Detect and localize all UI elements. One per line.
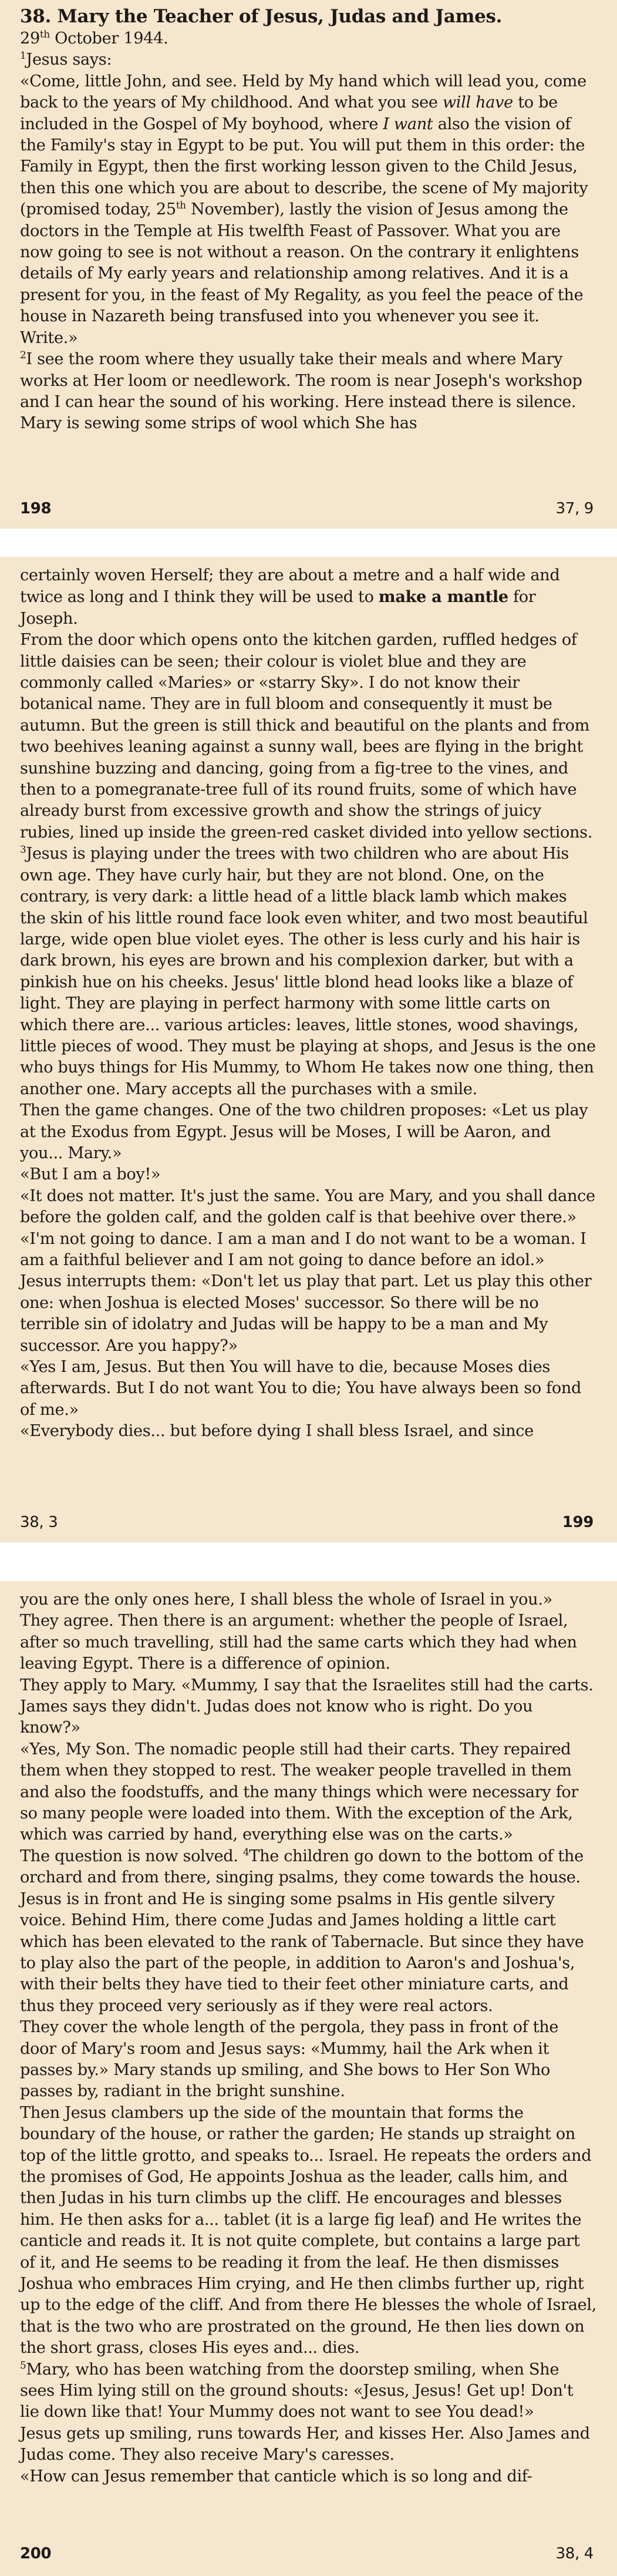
book-page-199 [0, 557, 617, 1542]
paragraph: «I'm not going to dance. I am a man and I do not want to be a woman. I am a faithful believer and I am not going to dance before an idol.» [20, 1229, 586, 1269]
paragraph: «It does not matter. It's just the same. You are Mary, and you shall dance before the golden calf, and the golden calf is that beehive over there.» [20, 1186, 595, 1227]
paragraph: Then the game changes. One of the two children proposes: «Let us play at the Exodus from Egypt. Jesus will be Moses, I will be Aaron, and you... Mary.» [20, 1101, 588, 1162]
book-page-200 [0, 1581, 617, 2576]
paragraph: From the door which opens onto the kitchen garden, ruffled hedges of little daisies can be seen; their colour is violet blue and they are commonly called «Maries» or «starry Sky». I do not know their botanical name. They are in full bloom and consequently it must be autumn. But the green is still thick and beautiful on the plants and from two beehives leaning against a sunny wall, bees are flying in the bright sunshine buzzing and dancing, going from a fig-tree to the vines, and then to a pomegranate-tree full of its round fruits, some of which have already burst from excessive growth and show the strings of juicy rubies, lined up inside the green-red casket divided into yellow sections. [20, 631, 593, 842]
section-ref: 37, 9 [555, 500, 594, 517]
section-ref: 38, 4 [555, 2545, 594, 2562]
paragraph: «But I am a boy!» [20, 1165, 161, 1184]
paragraph: you are the only ones here, I shall bless the whole of Israel in you.» [20, 1590, 552, 1609]
paragraph: Jesus gets up smiling, runs towards Her, and kisses Her. Also James and Judas come. They also receive Mary's caresses. [20, 2424, 590, 2464]
paragraph: The question is now solved. $^4$The children go down to the bottom of the orchard and from there, singing psalms, they come towards the house. Jesus is in front and He is singing some psalms in His gentle silvery voice. Behind Him, there come Judas and James holding a little cart which has been elevated to the rank of Tabernacle. But since they have to play also the part of the people, in addition to Aaron's and Joshua's, with their belts they have tied to their feet other miniature carts, and thus they proceed very seriously as if they were real actors. [20, 1845, 584, 2015]
page-number: 198 [20, 500, 52, 517]
page-footer [20, 2543, 594, 2564]
chapter-title: 38. Mary the Teacher of Jesus, Judas and James. [20, 6, 503, 27]
paragraph: «Yes I am, Jesus. But then You will have to die, because Moses dies afterwards. But I do not want You to die; You have always been so fond of me.» [20, 1358, 582, 1419]
page-footer [20, 498, 594, 519]
paragraph: They agree. Then there is an argument: whether the people of Israel, after so much travelling, still had the same carts which they had when leaving Egypt. There is a difference of opinion. [20, 1612, 577, 1673]
paragraph: They apply to Mary. «Mummy, I say that the Israelites still had the carts. James says they didn't. Judas does not know who is right. Do you know?» [20, 1676, 594, 1737]
page-footer [20, 1512, 594, 1533]
paragraph: $^3$Jesus is playing under the trees with two children who are about His own age. They have curly hair, but they are not blond. One, on the contrary, is very dark: a little head of a little black lamb which makes the skin of his little round face look even whiter, and two most beautiful large, wide open blue violet eyes. The other is less curly and his hair is dark brown, his eyes are brown and his complexion darker, but with a pinkish hue on his cheeks. Jesus' little blond head looks like a blaze of light. They are playing in perfect harmony with some little carts on which there are... various articles: leaves, little stones, wood shavings, little pieces of wood. They must be playing at shops, and Jesus is the one who buys things for His Mummy, to Whom He takes now one thing, then another one. Mary accepts all the purchases with a smile. [20, 843, 596, 1098]
paragraph: Then Jesus clambers up the side of the mountain that forms the boundary of the house, or rather the garden; He stands up straight on top of the little grotto, and speaks to... Israel. He repeats the orders and the promises of God, He appoints Joshua as the leader, calls him, and then Judas in his turn climbs up the cliff. He encourages and blesses him. He then asks for a... tablet (it is a large fig leaf) and He writes the canticle and reads it. It is not quite complete, but contains a large part of it, and He seems to be reading it from the leaf. He then dismisses Joshua who embraces Him crying, and He then climbs further up, right up to the edge of the cliff. And from there He blesses the whole of Israel, that is the two who are prostrated on the ground, He then lies down on the short grass, closes His eyes and... dies. [20, 2103, 596, 2358]
paragraph: $^1$Jesus says: [20, 49, 112, 69]
page-number: 199 [562, 1514, 594, 1531]
paragraph: «Yes, My Son. The nomadic people still had their carts. They repaired them when they stopped to rest. The weaker people travelled in them and also the foodstuffs, and the many things which were necessary for so many people were loaded into them. With the exception of the Ark, which was carried by hand, everything else was on the carts.» [20, 1740, 579, 1844]
chapter-date: 29th October 1944. [20, 28, 168, 48]
paragraph: «Everybody dies... but before dying I shall bless Israel, and since [20, 1422, 534, 1441]
paragraph: certainly woven Herself; they are about a metre and a half wide and twice as long and I think they will be used to make a mantle for Joseph. [20, 566, 560, 628]
paragraph: They cover the whole length of the pergola, they pass in front of the door of Mary's room and Jesus says: «Mummy, hail the Ark when it passes by.» Mary stands up smiling, and She bows to Her Son Who passes by, radiant in the bright sunshine. [20, 2018, 559, 2101]
section-ref: 38, 3 [20, 1514, 58, 1531]
paragraph: $^5$Mary, who has been watching from the doorstep smiling, when She sees Him lying still on the ground shouts: «Jesus, Jesus! Get up! Don't lie down like that! Your Mummy does not want to see You dead!» [20, 2359, 574, 2422]
paragraph: «How can Jesus remember that canticle which is so long and dif- [20, 2467, 532, 2486]
book-page-198 [0, 0, 617, 529]
paragraph: «Come, little John, and see. Held by My hand which will lead you, come back to the years of My childhood. And what you see will have to be included in the Gospel of My boyhood, where I want also the vision of the Family's stay in Egypt to be put. You will put them in this order: the Family in Egypt, then the first working lesson given to the Child Jesus, then this one which you are about to describe, the scene of My majority (promised today, 25th November), lastly the vision of Jesus among the doctors in the Temple at His twelfth Feast of Passover. What you are now going to see is not without a reason. On the contrary it enlightens details of My early years and relationship among relatives. And it is a present for you, in the feast of My Regality, as you feel the peace of the house in Nazareth being transfused into you whenever you see it. Write.» [20, 72, 588, 347]
paragraph: $^2$I see the room where they usually take their meals and where Mary works at Her loom or needlework. The room is near Joseph's workshop and I can hear the sound of his working. Here instead there is silence. Mary is sewing some strips of wool which She has [20, 348, 582, 433]
paragraph: Jesus interrupts them: «Don't let us play that part. Let us play this other one: when Joshua is elected Moses' successor. So there will be no terrible sin of idolatry and Judas will be happy to be a man and My successor. Are you happy?» [20, 1272, 592, 1355]
page-number: 200 [20, 2545, 52, 2562]
